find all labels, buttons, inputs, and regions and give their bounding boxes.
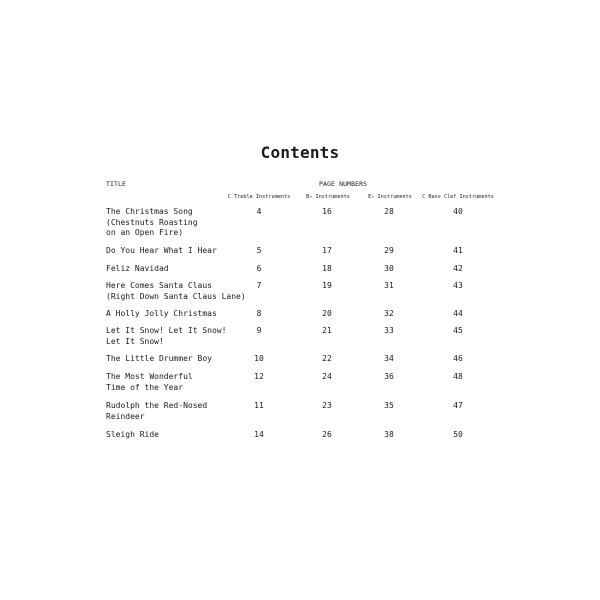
page-numbers-header: PAGE NUMBERS xyxy=(319,180,368,188)
page-number: 12 xyxy=(254,372,264,381)
page-number: 21 xyxy=(322,326,332,335)
song-title: The Christmas Song (Chestnuts Roasting on an Open Fire) xyxy=(106,207,198,237)
page-number: 14 xyxy=(254,430,264,439)
song-title: Here Comes Santa Claus (Right Down Santa Claus Lane) xyxy=(106,281,246,301)
page-number: 36 xyxy=(384,372,394,381)
page-number: 9 xyxy=(256,326,262,335)
song-title: The Most Wonderful Time of the Year xyxy=(106,372,193,392)
page-number: 11 xyxy=(254,401,264,410)
page-number: 19 xyxy=(322,281,332,290)
page-number: 38 xyxy=(384,430,394,439)
page-number: 29 xyxy=(384,246,394,255)
instrument-header-b-flat: B♭ Instruments xyxy=(306,194,350,200)
page-number: 40 xyxy=(453,207,463,216)
page-number: 6 xyxy=(256,264,262,273)
page-number: 5 xyxy=(256,246,262,255)
page-number: 34 xyxy=(384,354,394,363)
song-title: A Holly Jolly Christmas xyxy=(106,309,217,318)
song-title: The Little Drummer Boy xyxy=(106,354,212,363)
song-title: Let It Snow! Let It Snow! Let It Snow! xyxy=(106,326,227,346)
page-number: 22 xyxy=(322,354,332,363)
instrument-header-c-treble: C Treble Instruments xyxy=(227,194,291,200)
page-number: 45 xyxy=(453,326,463,335)
page-number: 50 xyxy=(453,430,463,439)
song-title: Rudolph the Red-Nosed Reindeer xyxy=(106,401,208,421)
page-number: 43 xyxy=(453,281,463,290)
page-number: 10 xyxy=(254,354,264,363)
page-number: 24 xyxy=(322,372,332,381)
page-number: 48 xyxy=(453,372,463,381)
page-number: 23 xyxy=(322,401,332,410)
page-number: 4 xyxy=(256,207,262,216)
page-number: 17 xyxy=(322,246,332,255)
song-title: Sleigh Ride xyxy=(106,430,159,439)
title-column-header: TITLE xyxy=(106,180,127,188)
page-number: 42 xyxy=(453,264,463,273)
page-number: 7 xyxy=(256,281,262,290)
page-number: 16 xyxy=(322,207,332,216)
instrument-header-c-bass: C Bass Clef Instruments xyxy=(422,194,494,200)
page-number: 41 xyxy=(453,246,463,255)
page-number: 35 xyxy=(384,401,394,410)
page-number: 26 xyxy=(322,430,332,439)
page-number: 46 xyxy=(453,354,463,363)
song-title: Feliz Navidad xyxy=(106,264,169,273)
page-number: 32 xyxy=(384,309,394,318)
page-number: 20 xyxy=(322,309,332,318)
page-number: 8 xyxy=(256,309,262,318)
song-title: Do You Hear What I Hear xyxy=(106,246,217,255)
instrument-header-e-flat: E♭ Instruments xyxy=(368,194,412,200)
page-number: 33 xyxy=(384,326,394,335)
page-number: 28 xyxy=(384,207,394,216)
page-number: 44 xyxy=(453,309,463,318)
page-number: 18 xyxy=(322,264,332,273)
page-number: 31 xyxy=(384,281,394,290)
page-number: 47 xyxy=(453,401,463,410)
page-number: 30 xyxy=(384,264,394,273)
page-title: Contents xyxy=(260,143,340,162)
